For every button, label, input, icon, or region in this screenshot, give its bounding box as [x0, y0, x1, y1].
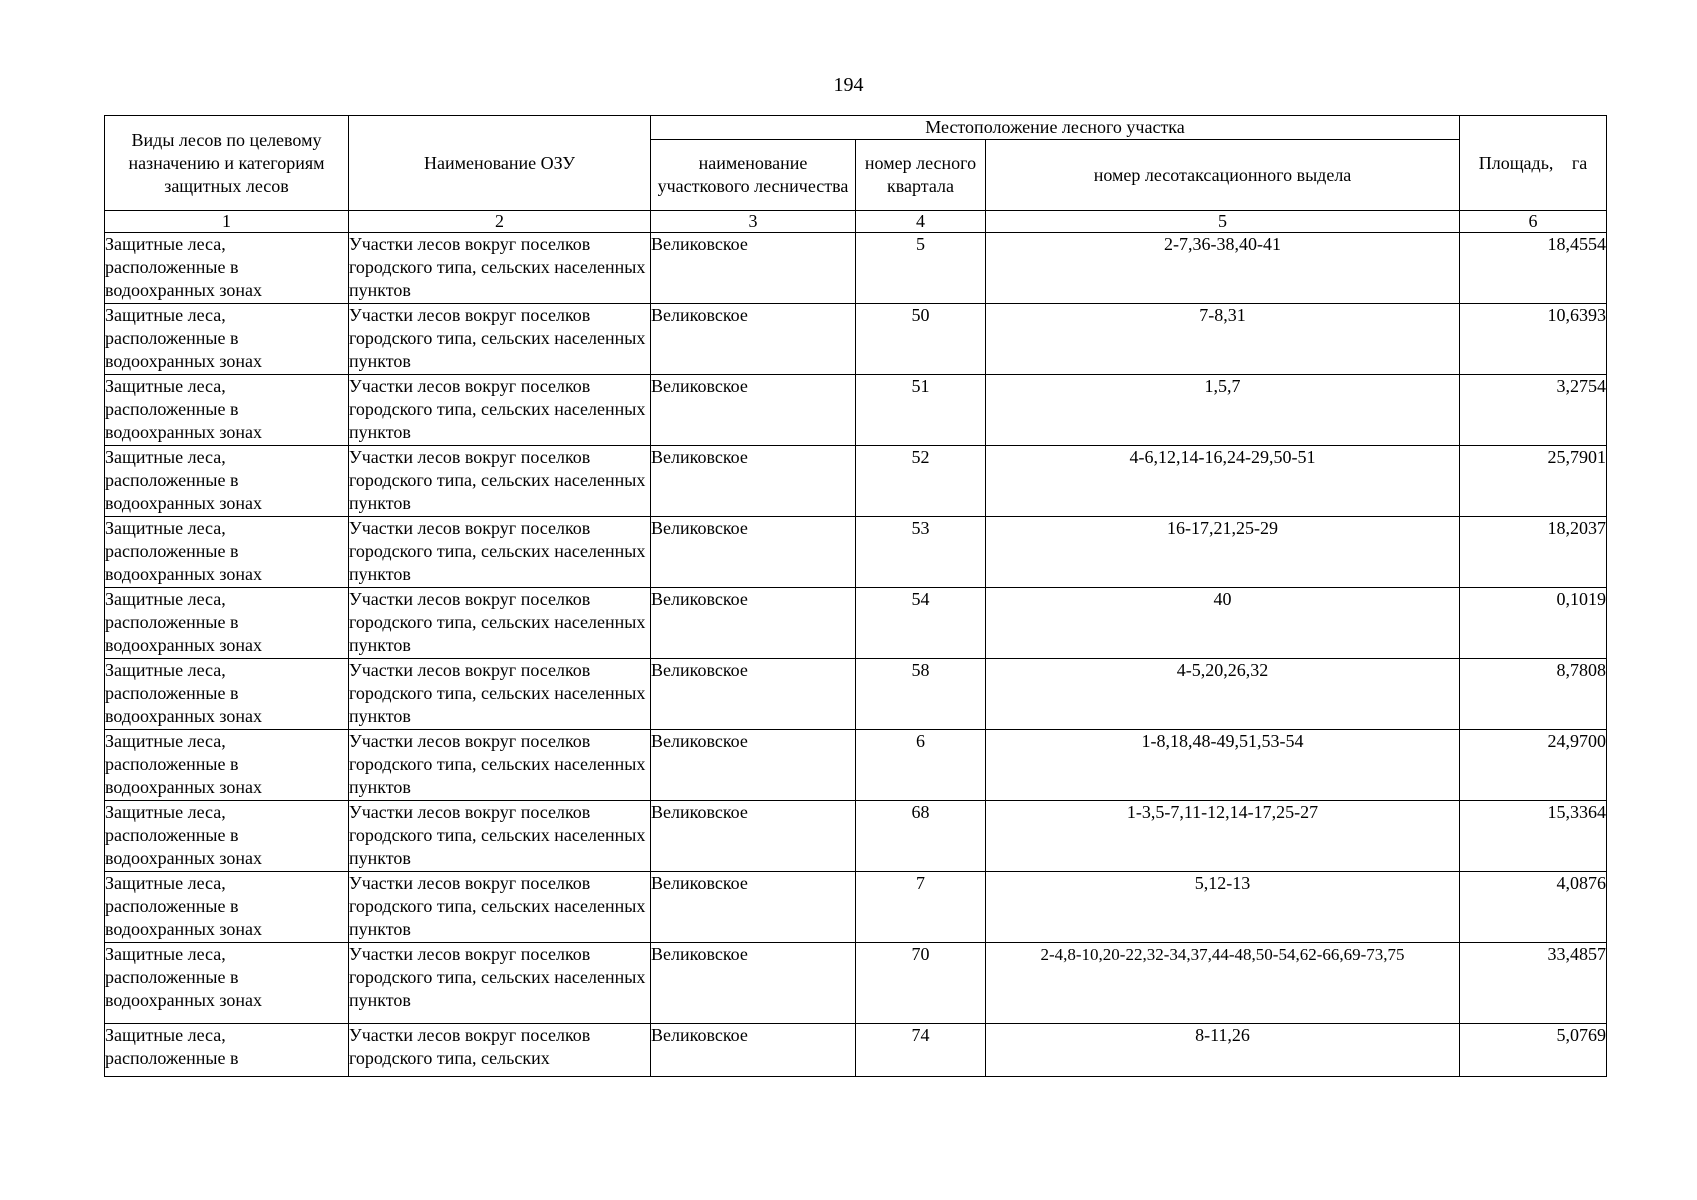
area-cell: 33,4857	[1460, 943, 1607, 1024]
table-row	[105, 375, 1607, 446]
header-forestry-name: наименование участкового лесничества	[651, 140, 856, 211]
forest-type-cell: Защитные леса, расположенные в водоохранных зонах	[105, 872, 349, 943]
table-row	[105, 730, 1607, 801]
plots-cell: 1-3,5-7,11-12,14-17,25-27	[986, 801, 1460, 872]
table-row	[105, 659, 1607, 730]
forest-type-cell: Защитные леса, расположенные в водоохранных зонах	[105, 233, 349, 304]
ozu-name-cell: Участки лесов вокруг поселков городского типа, сельских населенных пунктов	[349, 588, 651, 659]
column-number: 5	[986, 211, 1460, 233]
forestry-cell: Великовское	[651, 872, 856, 943]
forestry-cell: Великовское	[651, 304, 856, 375]
column-number: 2	[349, 211, 651, 233]
forestry-cell: Великовское	[651, 730, 856, 801]
table-row	[105, 1024, 1607, 1077]
forest-type-cell: Защитные леса, расположенные в	[105, 1024, 349, 1077]
area-cell: 15,3364	[1460, 801, 1607, 872]
table-row	[105, 588, 1607, 659]
ozu-name-cell: Участки лесов вокруг поселков городского типа, сельских населенных пунктов	[349, 233, 651, 304]
forestry-cell: Великовское	[651, 517, 856, 588]
header-area: Площадь, га	[1460, 116, 1607, 211]
plots-cell: 2-7,36-38,40-41	[986, 233, 1460, 304]
area-cell: 3,2754	[1460, 375, 1607, 446]
ozu-name-cell: Участки лесов вокруг поселков городского типа, сельских населенных пунктов	[349, 375, 651, 446]
ozu-name-cell: Участки лесов вокруг поселков городского типа, сельских населенных пунктов	[349, 872, 651, 943]
plots-cell: 16-17,21,25-29	[986, 517, 1460, 588]
header-quarter-number: номер лесного квартала	[856, 140, 986, 211]
plots-cell: 4-6,12,14-16,24-29,50-51	[986, 446, 1460, 517]
area-cell: 24,9700	[1460, 730, 1607, 801]
area-cell: 8,7808	[1460, 659, 1607, 730]
quarter-cell: 6	[856, 730, 986, 801]
page-number: 194	[833, 74, 864, 96]
forest-type-cell: Защитные леса, расположенные в водоохранных зонах	[105, 304, 349, 375]
table-row	[105, 943, 1607, 1024]
ozu-name-cell: Участки лесов вокруг поселков городского типа, сельских населенных пунктов	[349, 801, 651, 872]
forest-type-cell: Защитные леса, расположенные в водоохранных зонах	[105, 375, 349, 446]
forestry-cell: Великовское	[651, 446, 856, 517]
header-location-group: Местоположение лесного участка	[651, 116, 1460, 140]
plots-cell: 5,12-13	[986, 872, 1460, 943]
area-cell: 4,0876	[1460, 872, 1607, 943]
header-ozu-name: Наименование ОЗУ	[349, 116, 651, 211]
forest-type-cell: Защитные леса, расположенные в водоохранных зонах	[105, 446, 349, 517]
table-row	[105, 233, 1607, 304]
quarter-cell: 68	[856, 801, 986, 872]
forest-type-cell: Защитные леса, расположенные в водоохранных зонах	[105, 730, 349, 801]
plots-cell: 40	[986, 588, 1460, 659]
ozu-name-cell: Участки лесов вокруг поселков городского типа, сельских населенных пунктов	[349, 446, 651, 517]
forest-plots-table	[104, 115, 1607, 1077]
area-cell: 0,1019	[1460, 588, 1607, 659]
quarter-cell: 5	[856, 233, 986, 304]
forestry-cell: Великовское	[651, 588, 856, 659]
table-row	[105, 304, 1607, 375]
quarter-cell: 74	[856, 1024, 986, 1077]
forest-type-cell: Защитные леса, расположенные в водоохранных зонах	[105, 943, 349, 1024]
header-forest-type: Виды лесов по целевому назначению и категориям защитных лесов	[105, 116, 349, 211]
forestry-cell: Великовское	[651, 1024, 856, 1077]
forest-type-cell: Защитные леса, расположенные в водоохранных зонах	[105, 517, 349, 588]
forestry-cell: Великовское	[651, 659, 856, 730]
area-cell: 18,2037	[1460, 517, 1607, 588]
plots-cell: 8-11,26	[986, 1024, 1460, 1077]
quarter-cell: 70	[856, 943, 986, 1024]
quarter-cell: 58	[856, 659, 986, 730]
table-row	[105, 872, 1607, 943]
plots-cell: 7-8,31	[986, 304, 1460, 375]
forestry-cell: Великовское	[651, 375, 856, 446]
ozu-name-cell: Участки лесов вокруг поселков городского типа, сельских населенных пунктов	[349, 730, 651, 801]
table-row	[105, 801, 1607, 872]
header-plot-number: номер лесотаксационного выдела	[986, 140, 1460, 211]
forest-type-cell: Защитные леса, расположенные в водоохранных зонах	[105, 659, 349, 730]
forestry-cell: Великовское	[651, 801, 856, 872]
plots-cell: 1-8,18,48-49,51,53-54	[986, 730, 1460, 801]
forestry-cell: Великовское	[651, 233, 856, 304]
column-number: 4	[856, 211, 986, 233]
plots-cell: 2-4,8-10,20-22,32-34,37,44-48,50-54,62-66,69-73,75	[986, 943, 1460, 1024]
column-numbers-row	[105, 211, 1607, 233]
quarter-cell: 7	[856, 872, 986, 943]
table-row	[105, 517, 1607, 588]
ozu-name-cell: Участки лесов вокруг поселков городского типа, сельских населенных пунктов	[349, 517, 651, 588]
quarter-cell: 51	[856, 375, 986, 446]
forest-type-cell: Защитные леса, расположенные в водоохранных зонах	[105, 801, 349, 872]
plots-cell: 4-5,20,26,32	[986, 659, 1460, 730]
forestry-cell: Великовское	[651, 943, 856, 1024]
ozu-name-cell: Участки лесов вокруг поселков городского типа, сельских населенных пунктов	[349, 943, 651, 1024]
ozu-name-cell: Участки лесов вокруг поселков городского типа, сельских	[349, 1024, 651, 1077]
area-cell: 5,0769	[1460, 1024, 1607, 1077]
quarter-cell: 54	[856, 588, 986, 659]
area-cell: 18,4554	[1460, 233, 1607, 304]
plots-cell: 1,5,7	[986, 375, 1460, 446]
ozu-name-cell: Участки лесов вокруг поселков городского типа, сельских населенных пунктов	[349, 659, 651, 730]
column-number: 1	[105, 211, 349, 233]
ozu-name-cell: Участки лесов вокруг поселков городского типа, сельских населенных пунктов	[349, 304, 651, 375]
forest-type-cell: Защитные леса, расположенные в водоохранных зонах	[105, 588, 349, 659]
table-row	[105, 446, 1607, 517]
column-number: 6	[1460, 211, 1607, 233]
quarter-cell: 50	[856, 304, 986, 375]
area-cell: 25,7901	[1460, 446, 1607, 517]
column-number: 3	[651, 211, 856, 233]
quarter-cell: 52	[856, 446, 986, 517]
area-cell: 10,6393	[1460, 304, 1607, 375]
quarter-cell: 53	[856, 517, 986, 588]
